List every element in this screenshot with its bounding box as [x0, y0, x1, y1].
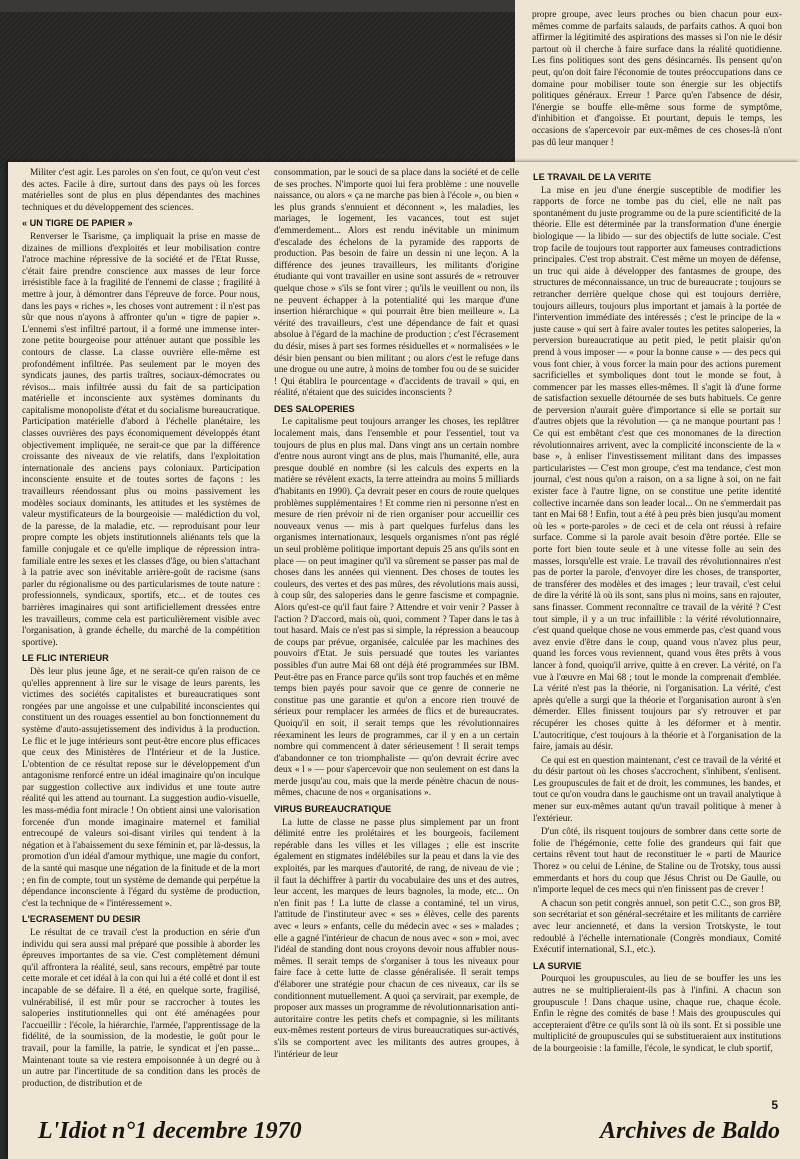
- paragraph: Ce qui est en question maintenant, c'est ce travail de la vérité et du désir partout où les choses s'accrochent, s'inhibent, s'enlisent. Les groupuscules de fait et de droit, les communes, les bandes, et tout ce qu'on voudra dans le gauchisme ont un travail analytique à mener sur eux-mêmes autant qu'un travail politique à mener à l'extérieur.: [533, 755, 781, 824]
- paragraph: La mise en jeu d'une énergie susceptible de modifier les rapports de force ne tombe pas du ciel, elle ne naît pas spontanément du juste programme ou de la pure scientificité de la théorie. Elle est déterminée par la transformation d'une énergie biologique — la libido — sur des objectifs de lutte sociale. C'est trop facile de toujours tout rapporter aux fameuses contradictions principales. C'est trop abstrait. C'est même un moyen de défense, un truc qui aide à développer des fantasmes de groupe, des structures de méconnaissance, un truc de bureaucrate ; toujours se retrancher derrière quelque chose qui est toujours derrière, toujours ailleurs, toujours plus important et jamais à la portée de l'intervention immédiate des intéressés ; c'est le principe de la « juste cause » qui sert à faire avaler toutes les petites saloperies, la perversion bureaucratique au petit pied, le petit plaisir qu'on prend à vous imposer — « pour la bonne cause » — des pecs qui vous font chier, à vous forcer la main pour des actions purement sacrificielles et symboliques dont tout le monde se fout, à commencer par les masses elles-mêmes. Il s'agit là d'une forme de satisfaction sexuelle détournée de ses buts habituels. Ce genre de perversion n'aurait guère d'importance si elle se portait sur d'autres objets que la révolution — ça ne manque pourtant pas ! Ce qui est embêtant c'est que ces monomanes de la direction révolutionnaires arrivent, avec la complicité inconsciente de la « base », à enliser l'investissement militant dans des impasses particularistes — C'est mon groupe, c'est ma tendance, c'est mon journal, c'est nous qu'on a raison, on a sa ligne à soi, on ne fait exister face à l'autre ligne, on se constitue une petite identité collective incarnée dans son leader local... On ne s'emmerdait pas tant en Mai 68 ! Enfin, tout a été à peu près bien jusqu'au moment où les « porte-paroles » de ceci et de cela ont réussi à refaire surface. Comme si la parole avait besoin d'être portée. Elle se porte fort bien toute seule et à une vitesse folle au sein des masses, lorsqu'elle est vraie. Le travail des révolutionnaires n'est pas de porter la parole, d'envoyer dire les choses, de transporter, de transférer des modèles et des images ; leur travail, c'est celui de dire la vérité là où ils sont, sans plus ni moins, sans en rajouter, sans finasser. Comment reconnaître ce travail de la vérité ? C'est tout simple, il y a un truc infaillible : la vérité révolutionnaire, c'est quand quelque chose ne vous emmerde pas, c'est quand vous avez envie d'être dans le coup, quand vous n'avez plus peur, quand les forces vous reviennent, quand vous êtes prêts à vous lancer à fond, quoiqu'il arrive, quitte à en crever. La vérité, on l'a vue à l'œuvre en Mai 68 ; tout le monde la comprenait d'emblée. La vérité n'est pas la théorie, ni l'organisation. La vérité, c'est après qu'elle a surgi que la théorie et l'organisation auront à s'en démerder. Elles finissent toujours par s'y retrouver et par récupérer les choses quitte à les déformer et à mentir. L'autocritique, c'est toujours à la théorie et à l'organisation de la faire, jamais au désir.: [533, 185, 781, 753]
- section-heading: L'ECRASEMENT DU DESIR: [22, 914, 141, 925]
- paragraph: Militer c'est agir. Les paroles on s'en fout, ce qu'on veut c'est des actes. Facile à dire, surtout dans des pays où les forces matérielles sont de plus en plus dépendantes des machines techniques et du développement des sciences.: [22, 168, 260, 213]
- paragraph: consommation, par le souci de sa place dans la société et de celle de ses proches. N'importe quoi lui fera problème : une nouvelle naissance, ou alors « ça ne marche pas bien à l'école », ou bien « les plus grands s'ennuient et déconnent », les maladies, les mariages, le logement, les vacances, tout est sujet d'emmerdement... Alors est rendu inévitable un minimum d'escalade des échelons de la pyramide des rapports de production. Pas besoin de faire un dessin ni une leçon. A la différence des jeunes travailleurs, les militants d'origine étudiante qui vont travailler en usine sont assurés de « retrouver quelque chose » s'ils se font virer ; qu'ils le veuillent ou non, ils ne peuvent échapper à la potentialité qui les marque d'une insertion hiérarchique « qui pourrait être bien meilleure ». La vérité des travailleurs, c'est une dépendance de fait et quasi absolue à l'égard de la machine de production ; c'est l'écrasement du désir, mises à part ses formes résiduelles et « normalisées » le désir bien pensant ou bien militant ; ou alors c'est le refuge dans une drogue ou une autre, à moins de tomber fou ou de se suicider ! Qui établira le pourcentage « d'accidents de travail » qui, en réalité, n'étaient que des suicides inconscients ?: [274, 168, 519, 399]
- column-middle: [274, 168, 519, 1088]
- issue-caption: L'Idiot n°1 decembre 1970: [38, 1118, 302, 1144]
- section-heading: LA SURVIE: [533, 960, 582, 971]
- paragraph: La lutte de classe ne passe plus simplement par un front délimité entre les prolétaires et les bourgeois, facilement repérable dans les villes et les villages ; elle est inscrite également en stigmates indélébiles sur la peau et dans la vie des exploités, par les marques d'autorité, de rang, de niveau de vie ; il faut la déchiffrer à partir du vocabulaire des uns et des autres, leur accent, les marques de leurs bagnoles, la mode, etc... On n'en finit pas ! La lutte de classe a contaminé, tel un virus, l'attitude de l'instituteur avec « ses » élèves, celle des parents avec « leurs » enfants, celle du médecin avec « ses » malades ; elle a gagné l'intérieur de chacun de nous avec « son » moi, avec l'idéal de standing dont nous croyons devoir nous affubler nous-mêmes. Il serait temps de s'organiser à tous les niveaux pour faire face à cette lutte de classe généralisée. Il serait temps d'élaborer une stratégie pour chacun de ces niveaux, car ils se conditionnent mutuellement. A quoi ça servirait, par exemple, de proposer aux masses un programme de révolutionnarisation anti-autoritaire contre les petits chefs et compagnie, si les militants eux-mêmes restent porteurs de virus bureaucratiques sur-activés, s'ils se comportent avec les militants des autres groupes, à l'intérieur de leur: [274, 817, 519, 1060]
- paragraph: Le capitalisme peut toujours arranger les choses, les replâtrer localement mais, dans l'ensemble et pour l'essentiel, tout va toujours de plus en plus mal. Dans vingt ans un certain nombre d'entre nous auront vingt ans de plus, mais l'humanité, elle, aura presque doublé en nombre (si les calculs des experts en la matière se révèlent exacts, la terre atteindra au moins 5 milliards d'habitants en 1990). Ça devrait peser en cours de route quelques problèmes supplémentaires ! Et comme rien ni personne n'est en mesure de rien prévoir ni de rien organiser pour accueillir ces nouveaux venus — mis à part quelques furfelus dans les organismes internationaux, lesquels organismes n'ont pas réglé un seul problème politique important depuis 25 ans qu'ils sont en place — on peut imaginer qu'il va sûrement se passer pas mal de choses dans les années qui viennent. Des choses de toutes les couleurs, des vertes et des pas mûres, des révolutions mais aussi, à coup sûr, des saloperies dans le genre fascisme et compagnie. Alors qu'est-ce qu'il faut faire ? Attendre et voir venir ? Passer à l'action ? D'accord, mais où, quoi, comment ? Taper dans le tas à tout hasard. Mais ce n'est pas si simple, la répression a beaucoup de coups par prévue, organisée, calculée par les machines des pouvoirs d'Etat. Je suis persuadé que toutes les variantes possibles d'un autre Mai 68 ont déjà été programmées sur IBM. Peut-être pas en France parce qu'ils sont trop fauchés et en même temps bien payés pour savoir que ce genre de connerie ne constitue pas une garantie et qu'on a encore rien trouvé de sérieux pour remplacer les armées de flics et de bureaucrates. Quoiqu'il en soit, il serait temps que les révolutionnaires réexaminent les leurs de programmes, car il y en a un certain nombre qui commencent à dater sérieusement ! Il serait temps d'abandonner ce ton triomphaliste — qu'on devrait écrire avec deux « l » — pour s'apercevoir que non seulement on est dans la merde jusqu'au cou, mais que la merde pénètre chacun de nous-mêmes, chacune de nos « organisations ».: [274, 417, 519, 799]
- paragraph: Le résultat de ce travail c'est la production en série d'un individu qui sera aussi mal préparé que possible à aborder les épreuves importantes de sa vie. C'est complètement démuni qu'il affrontera la réalité, seul, sans recours, empêtré par toute cette morale et cet idéal à la con qui lui a été collé et dont il est incapable de se défaire. Il a été, en quelque sorte, fragilisé, vulnérabilisé, il est mûr pour se raccrocher à toutes les saloperies institutionnelles qui ont été aménagées pour l'accueillir : l'école, la hiérarchie, l'armée, l'apprentissage de la fidélité, de la soumission, de la modestie, le goût pour le travail, pour la famille, la patrie, le syndicat et j'en passe... Maintenant toute sa vie restera empoisonnée à un degré ou à un autre par l'incertitude de sa condition dans les procès de production, de distribution et de: [22, 928, 260, 1088]
- section-heading: « UN TIGRE DE PAPIER »: [22, 218, 133, 229]
- paragraph: Pourquoi les groupuscules, au lieu de se bouffer les uns les autres ne se multiplieraient-ils pas à l'infini. A chacun son groupuscule ! Dans chaque usine, chaque rue, chaque école. Enfin le règne des comités de base ! Mais des groupuscules qui accepteraient d'être ce qu'ils sont là où ils sont. Et si possible une multiplicité de groupuscules qui se substitueraient aux institutions de la bourgeoisie : la famille, l'école, le syndicat, le club sportif,: [533, 974, 781, 1054]
- section-heading: DES SALOPERIES: [274, 403, 355, 414]
- archive-caption: Archives de Baldo: [600, 1118, 780, 1144]
- column-left: [22, 168, 260, 1088]
- paragraph: D'un côté, ils risquent toujours de sombrer dans cette sorte de folie de l'hégémonie, cette folie des grandeurs qui fait que certains rêvent tout haut de reconstituer le « parti de Maurice Thorez » ou celui de Lénine, de Staline ou de Trotsky, tous aussi emmerdants et hors du coup que Jésus Christ ou De Gaulle, ou n'importe lequel de ces mecs qui n'en finissent pas de crever !: [533, 827, 781, 896]
- section-heading: VIRUS BUREAUCRATIQUE: [274, 804, 392, 815]
- paragraph: A chacun son petit congrès annuel, son petit C.C., son gros BP, son secrétariat et son général-secrétaire et les militants de carrière avec leur ancienneté, et dans la version Trotskyste, le tout redoublé à l'échelle internationale (Congrès mondiaux, Comité Exécutif international, S.I., etc.).: [533, 898, 781, 956]
- binder-cover: [0, 0, 520, 170]
- paragraph: Renverser le Tsarisme, ça impliquait la prise en masse de dizaines de millions d'exploités et leur mobilisation contre l'atroce machine répressive de la société et de l'Etat Russe, c'était faire prendre conscience aux masses de leur force irrésistible face à la fragilité de l'ennemi de classe ; fragilité à mettre à jour, à démontrer dans l'épreuve de force. Pour nous, dans les pays « riches », les choses vont autrement : il n'est pas sûr que nous n'ayons à affronter qu'un « tigre de papier ». L'ennemi s'est infiltré partout, il a formé une immense inter-zone petite bourgeoise pour atténuer autant que possible les contours de classe. La classe ouvrière elle-même est profondément infiltrée. Pas seulement par le moyen des syndicats jaunes, des partis traîtres, sociaux-démocrates ou révisos... mais infiltrée aussi du fait de sa participation matérielle et inconsciente aux systèmes dominants du capitalisme monopoliste d'état et du socialisme bureaucratique. Participation matérielle d'abord à l'échelle planétaire, les classes ouvrières des pays économiquement développés étant objectivement impliquée, ne serait-ce que par la différence croissante des niveaux de vie relatifs, dans l'exploitation internationale des anciens pays coloniaux. Participation inconsciente ensuite et de toutes sortes de façons : les travailleurs réendossant plus ou moins passivement les modèles sociaux dominants, les attitudes et les systèmes de valeur mystificateurs de la bourgeoisie — malédiction du vol, de la paresse, de la maladie, etc. — reproduisant pour leur propre compte les objets institutionnels aliénants tels que la famille conjugale et ce qu'elle implique de répression intra-familiale entre les sexes et les classes d'âge, ou bien s'attachant à la patrie avec son inévitable arrière-goût de racisme (sans parler du régionalisme ou des particularismes de toute nature : professionnels, syndicaux, sportifs, etc... et de toutes ces barrières imaginaires qui sont artificiellement dressées entre les travailleurs, comme cela est particulièrement visible avec l'organisation, à grande échelle, du marché de la compétition sportive).: [22, 231, 260, 648]
- paragraph: propre groupe, avec leurs proches ou bien chacun pour eux-mêmes comme de parfaits salauds, de parfaits cathos. A quoi bon affirmer la légitimité des aspirations des masses si l'on nie le désir partout où il cherche à faire surface dans la réalité quotidienne. Les fins politiques sont des gens désincarnés. Ils pensent qu'on peut, qu'on doit faire l'économie de toutes préoccupations dans ce domaine pour mobiliser toute son énergie sur les objectifs politiques généraux. Erreur ! Parce qu'en l'absence de désir, l'énergie se bouffe elle-même sous forme de symptôme, d'inhibition et d'angoisse. Et pourtant, depuis le temps, les occasions de s'apercevoir par eux-mêmes de ces choses-là n'ont pas dû leur manquer !: [532, 10, 782, 148]
- paragraph: Dès leur plus jeune âge, et ne serait-ce qu'en raison de ce qu'elles apprennent à lire sur le visage de leurs parents, les victimes des sociétés capitalistes et bureaucratiques sont rongées par une angoisse et une culpabilité inconscientes qui constituent un des rouages essentiel au bon fonctionnement du système d'auto-assujetissement des individus à la production. Le flic et le juge intérieurs sont peut-être encore plus efficaces que ceux des Ministères de l'Intérieur et de la Justice. L'obtention de ce résultat repose sur le développement d'un antagonisme renforcé entre un idéal imaginaire qu'on inculque par suggestion collective aux individus et une toute autre réalité qui les attend au tournant. La suggestion audio-visuelle, les mass-média font miracle ! On obtient ainsi une valorisation forcenée d'un monde imaginaire maternel et familial entrecoupé de valeurs soi-disant viriles qui tendent à la négation et à l'abaissement du sexe féminin et, par là-dessus, la promotion d'un idéal d'amour mythique, une magie du confort, de la santé qui masque une négation de la finitude et de la mort ; en fin de compte, tout un système de demande qui perpétue la dépendance inconsciente à l'égard du système de production, c'est la technique de « l'intéressement ».: [22, 666, 260, 909]
- section-heading: LE TRAVAIL DE LA VERITE: [533, 172, 652, 182]
- page-number: 5: [771, 1098, 778, 1112]
- section-heading: LE FLIC INTERIEUR: [22, 653, 109, 664]
- binder-edge: [0, 0, 520, 12]
- overlapping-page-text: [532, 10, 782, 172]
- column-right: [533, 168, 781, 1088]
